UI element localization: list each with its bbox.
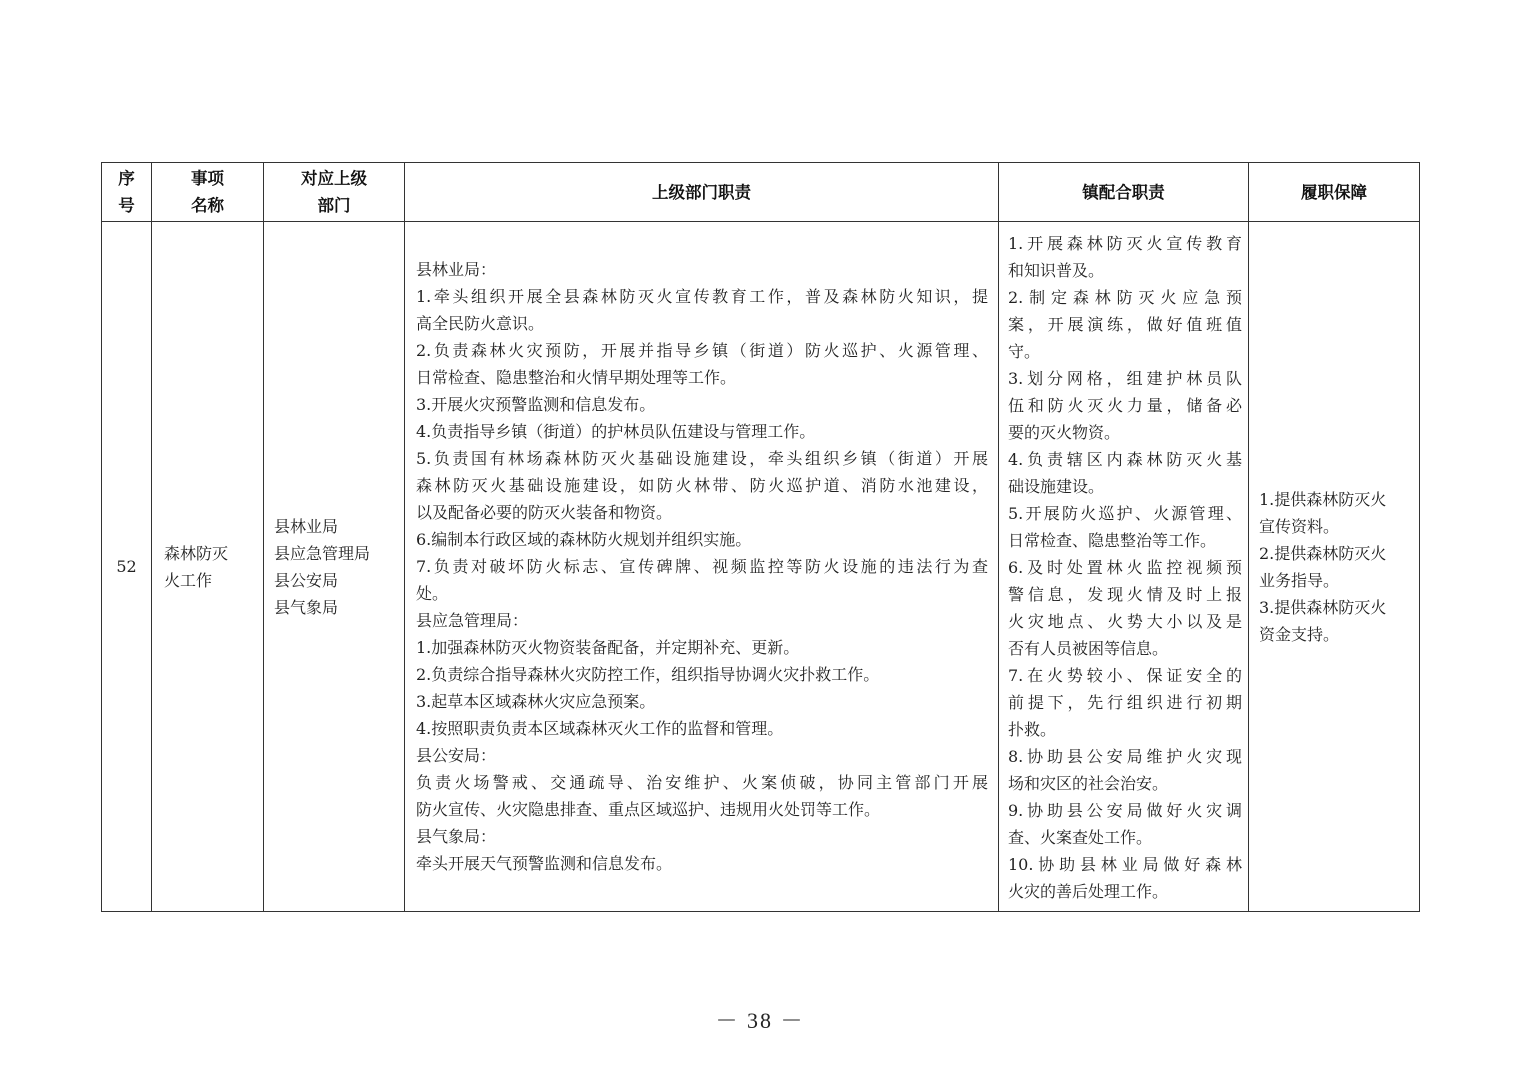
- text-line: 1.牵头组织开展全县森林防灭火宣传教育工作，普及森林防火知识，提: [416, 287, 988, 306]
- text-line: 业务指导。: [1259, 570, 1340, 590]
- duty-table: [101, 162, 1420, 912]
- text-line: 2.提供森林防灭火: [1259, 543, 1387, 563]
- dept-item: 县应急管理局: [274, 543, 371, 563]
- text-line: 日常检查、隐患整治和火情早期处理等工作。: [416, 368, 737, 387]
- text-line: 处。: [416, 584, 449, 603]
- text-line: 场和灾区的社会治安。: [1008, 774, 1169, 793]
- text-line: 础设施建设。: [1008, 477, 1105, 496]
- text-line: 高全民防火意识。: [416, 314, 545, 333]
- dept-item: 县气象局: [274, 597, 339, 617]
- text-line: 3.开展火灾预警监测和信息发布。: [416, 395, 656, 414]
- upper-duties-cell: [405, 222, 999, 912]
- text-line: 火灾地点、火势大小以及是: [1008, 612, 1242, 631]
- text-line: 2.负责森林火灾预防，开展并指导乡镇（街道）防火巡护、火源管理、: [416, 341, 988, 360]
- row-number: 52: [102, 222, 152, 912]
- header-guarantee: 履职保障: [1249, 163, 1420, 222]
- text-line: 4.负责指导乡镇（街道）的护林员队伍建设与管理工作。: [416, 422, 816, 441]
- header-town-duties: 镇配合职责: [999, 163, 1249, 222]
- text-line: 牵头开展天气预警监测和信息发布。: [416, 854, 673, 873]
- text-line: 案，开展演练，做好值班值: [1008, 315, 1242, 334]
- text-line: 查、火案查处工作。: [1008, 828, 1153, 847]
- town-duties-cell: [999, 222, 1249, 912]
- page-number: － 38 －: [715, 1008, 805, 1033]
- text-line: 要的灭火物资。: [1008, 423, 1121, 442]
- dept-item: 县公安局: [274, 570, 339, 590]
- text-line: 警信息，发现火情及时上报: [1008, 585, 1242, 604]
- text-line: 县应急管理局：: [416, 611, 529, 630]
- text-line: 伍和防火灭火力量，储备必: [1008, 396, 1242, 415]
- text-line: 10.协助县林业局做好森林: [1008, 855, 1242, 874]
- item-name-cell: 森林防灭 火工作: [152, 222, 264, 912]
- text-line: 负责火场警戒、交通疏导、治安维护、火案侦破，协同主管部门开展: [416, 773, 988, 792]
- text-line: 1.提供森林防灭火: [1259, 489, 1387, 509]
- table-header-row: [102, 163, 1420, 222]
- text-line: 县气象局：: [416, 827, 497, 846]
- text-line: 8.协助县公安局维护火灾现: [1008, 747, 1242, 766]
- text-line: 县公安局：: [416, 746, 497, 765]
- text-line: 否有人员被困等信息。: [1008, 639, 1169, 658]
- text-line: 6.编制本行政区域的森林防火规划并组织实施。: [416, 530, 752, 549]
- text-line: 7.在火势较小、保证安全的: [1008, 666, 1242, 685]
- text-line: 前提下，先行组织进行初期: [1008, 693, 1242, 712]
- text-line: 1.开展森林防灭火宣传教育: [1008, 234, 1242, 253]
- text-line: 3.起草本区域森林火灾应急预案。: [416, 692, 656, 711]
- text-line: 日常检查、隐患整治等工作。: [1008, 531, 1217, 550]
- text-line: 防火宣传、火灾隐患排查、重点区域巡护、违规用火处罚等工作。: [416, 800, 881, 819]
- text-line: 扑救。: [1008, 720, 1057, 739]
- text-line: 宣传资料。: [1259, 516, 1340, 536]
- text-line: 1.加强森林防灭火物资装备配备，并定期补充、更新。: [416, 638, 800, 657]
- header-upper-dept: 对应上级 部门: [264, 163, 405, 222]
- text-line: 火灾的善后处理工作。: [1008, 882, 1169, 901]
- text-line: 4.负责辖区内森林防灭火基: [1008, 450, 1242, 469]
- text-line: 4.按照职责负责本区域森林灭火工作的监督和管理。: [416, 719, 784, 738]
- header-upper-duties: 上级部门职责: [405, 163, 999, 222]
- dept-item: 县林业局: [274, 516, 339, 536]
- text-line: 森林防灭火基础设施建设，如防火林带、防火巡护道、消防水池建设，: [416, 476, 988, 495]
- dept-list-cell: [264, 222, 405, 912]
- text-line: 7.负责对破坏防火标志、宣传碑牌、视频监控等防火设施的违法行为查: [416, 557, 988, 576]
- text-line: 资金支持。: [1259, 624, 1340, 644]
- text-line: 以及配备必要的防灭火装备和物资。: [416, 503, 673, 522]
- text-line: 守。: [1008, 342, 1041, 361]
- table-row: [102, 222, 1420, 912]
- text-line: 2.负责综合指导森林火灾防控工作，组织指导协调火灾扑救工作。: [416, 665, 880, 684]
- text-line: 2.制定森林防灭火应急预: [1008, 288, 1242, 307]
- text-line: 9.协助县公安局做好火灾调: [1008, 801, 1242, 820]
- text-line: 6.及时处置林火监控视频预: [1008, 558, 1242, 577]
- guarantee-cell: [1249, 222, 1420, 912]
- header-no: 序 号: [102, 163, 152, 222]
- header-item-name: 事项 名称: [152, 163, 264, 222]
- text-line: 5.负责国有林场森林防灭火基础设施建设，牵头组织乡镇（街道）开展: [416, 449, 988, 468]
- text-line: 3.划分网格，组建护林员队: [1008, 369, 1242, 388]
- text-line: 3.提供森林防灭火: [1259, 597, 1387, 617]
- text-line: 5.开展防火巡护、火源管理、: [1008, 504, 1242, 523]
- text-line: 和知识普及。: [1008, 261, 1105, 280]
- text-line: 县林业局：: [416, 260, 497, 279]
